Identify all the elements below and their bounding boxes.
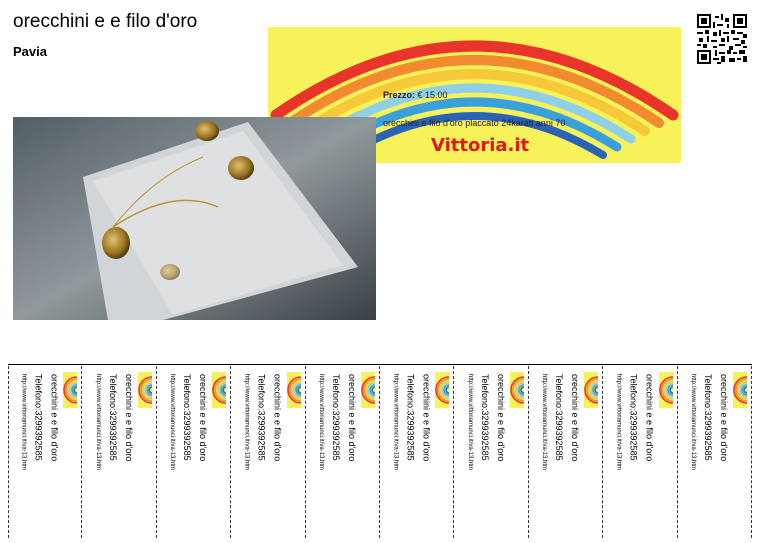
ad-price: [383, 90, 448, 100]
qr-code-icon: [697, 14, 747, 64]
ad-description: orecchini e filo d'oro placcato 24karati anni 70: [383, 118, 566, 128]
tab-title: orecchini e e filo d'oro: [495, 374, 506, 462]
tab-title: orecchini e e filo d'oro: [123, 374, 134, 462]
rainbow-logo: [63, 372, 77, 408]
tab-phone: Telefono:3299392585: [405, 374, 416, 461]
tear-off-tab: [306, 366, 380, 538]
tab-url: http://www.vittoriamunci.it/va-13.htm: [615, 374, 622, 471]
price-label: Prezzo:: [383, 90, 416, 100]
price-value: € 15.00: [417, 90, 448, 100]
rainbow-logo: [584, 372, 598, 408]
tab-url: http://www.vittoriamunci.it/va-13.htm: [169, 374, 176, 471]
tear-off-tab: [678, 366, 752, 538]
tab-phone: Telefono:3299392585: [33, 374, 44, 461]
tab-title: orecchini e e filo d'oro: [49, 374, 60, 462]
rainbow-logo: [361, 372, 375, 408]
rainbow-logo: [212, 372, 226, 408]
tear-off-tab: [8, 366, 82, 538]
tear-off-tab: [157, 366, 231, 538]
ad-title: orecchini e e filo d'oro: [13, 11, 198, 32]
tab-phone: Telefono:3299392585: [628, 374, 639, 461]
tab-phone: Telefono:3299392585: [107, 374, 118, 461]
tear-off-tab: [231, 366, 305, 538]
tab-phone: Telefono:3299392585: [256, 374, 267, 461]
tab-url: http://www.vittoriamunci.it/va-13.htm: [94, 374, 101, 471]
tear-off-tab: [454, 366, 528, 538]
tab-url: http://www.vittoriamunci.it/va-13.htm: [392, 374, 399, 471]
tear-off-tabs: [8, 366, 752, 538]
tab-phone: Telefono:3299392585: [554, 374, 565, 461]
tab-phone: Telefono:3299392585: [330, 374, 341, 461]
tab-title: orecchini e e filo d'oro: [198, 374, 209, 462]
tab-url: http://www.vittoriamunci.it/va-13.htm: [20, 374, 27, 471]
rainbow-logo: [287, 372, 301, 408]
rainbow-logo: [733, 372, 747, 408]
tear-off-tab: [603, 366, 677, 538]
tab-phone: Telefono:3299392585: [182, 374, 193, 461]
tab-title: orecchini e e filo d'oro: [718, 374, 729, 462]
tab-title: orecchini e e filo d'oro: [272, 374, 283, 462]
tear-off-tab: [380, 366, 454, 538]
rainbow-logo: [659, 372, 673, 408]
tab-phone: Telefono:3299392585: [702, 374, 713, 461]
tab-url: http://www.vittoriamunci.it/va-13.htm: [689, 374, 696, 471]
product-photo: [13, 117, 376, 320]
tab-url: http://www.vittoriamunci.it/va-13.htm: [317, 374, 324, 471]
tab-url: http://www.vittoriamunci.it/va-13.htm: [243, 374, 250, 471]
ad-city: Pavia: [13, 44, 47, 59]
tear-off-separator: [8, 364, 752, 365]
tear-off-tab: [82, 366, 156, 538]
rainbow-logo: [435, 372, 449, 408]
tab-title: orecchini e e filo d'oro: [421, 374, 432, 462]
tab-phone: Telefono:3299392585: [479, 374, 490, 461]
rainbow-logo: [510, 372, 524, 408]
rainbow-logo: [138, 372, 152, 408]
tab-title: orecchini e e filo d'oro: [644, 374, 655, 462]
tab-url: http://www.vittoriamunci.it/va-13.htm: [541, 374, 548, 471]
tab-url: http://www.vittoriamunci.it/va-13.htm: [466, 374, 473, 471]
brand-logo-text: Vittoria.it: [431, 135, 530, 156]
tab-title: orecchini e e filo d'oro: [570, 374, 581, 462]
tear-off-tab: [529, 366, 603, 538]
tab-title: orecchini e e filo d'oro: [346, 374, 357, 462]
